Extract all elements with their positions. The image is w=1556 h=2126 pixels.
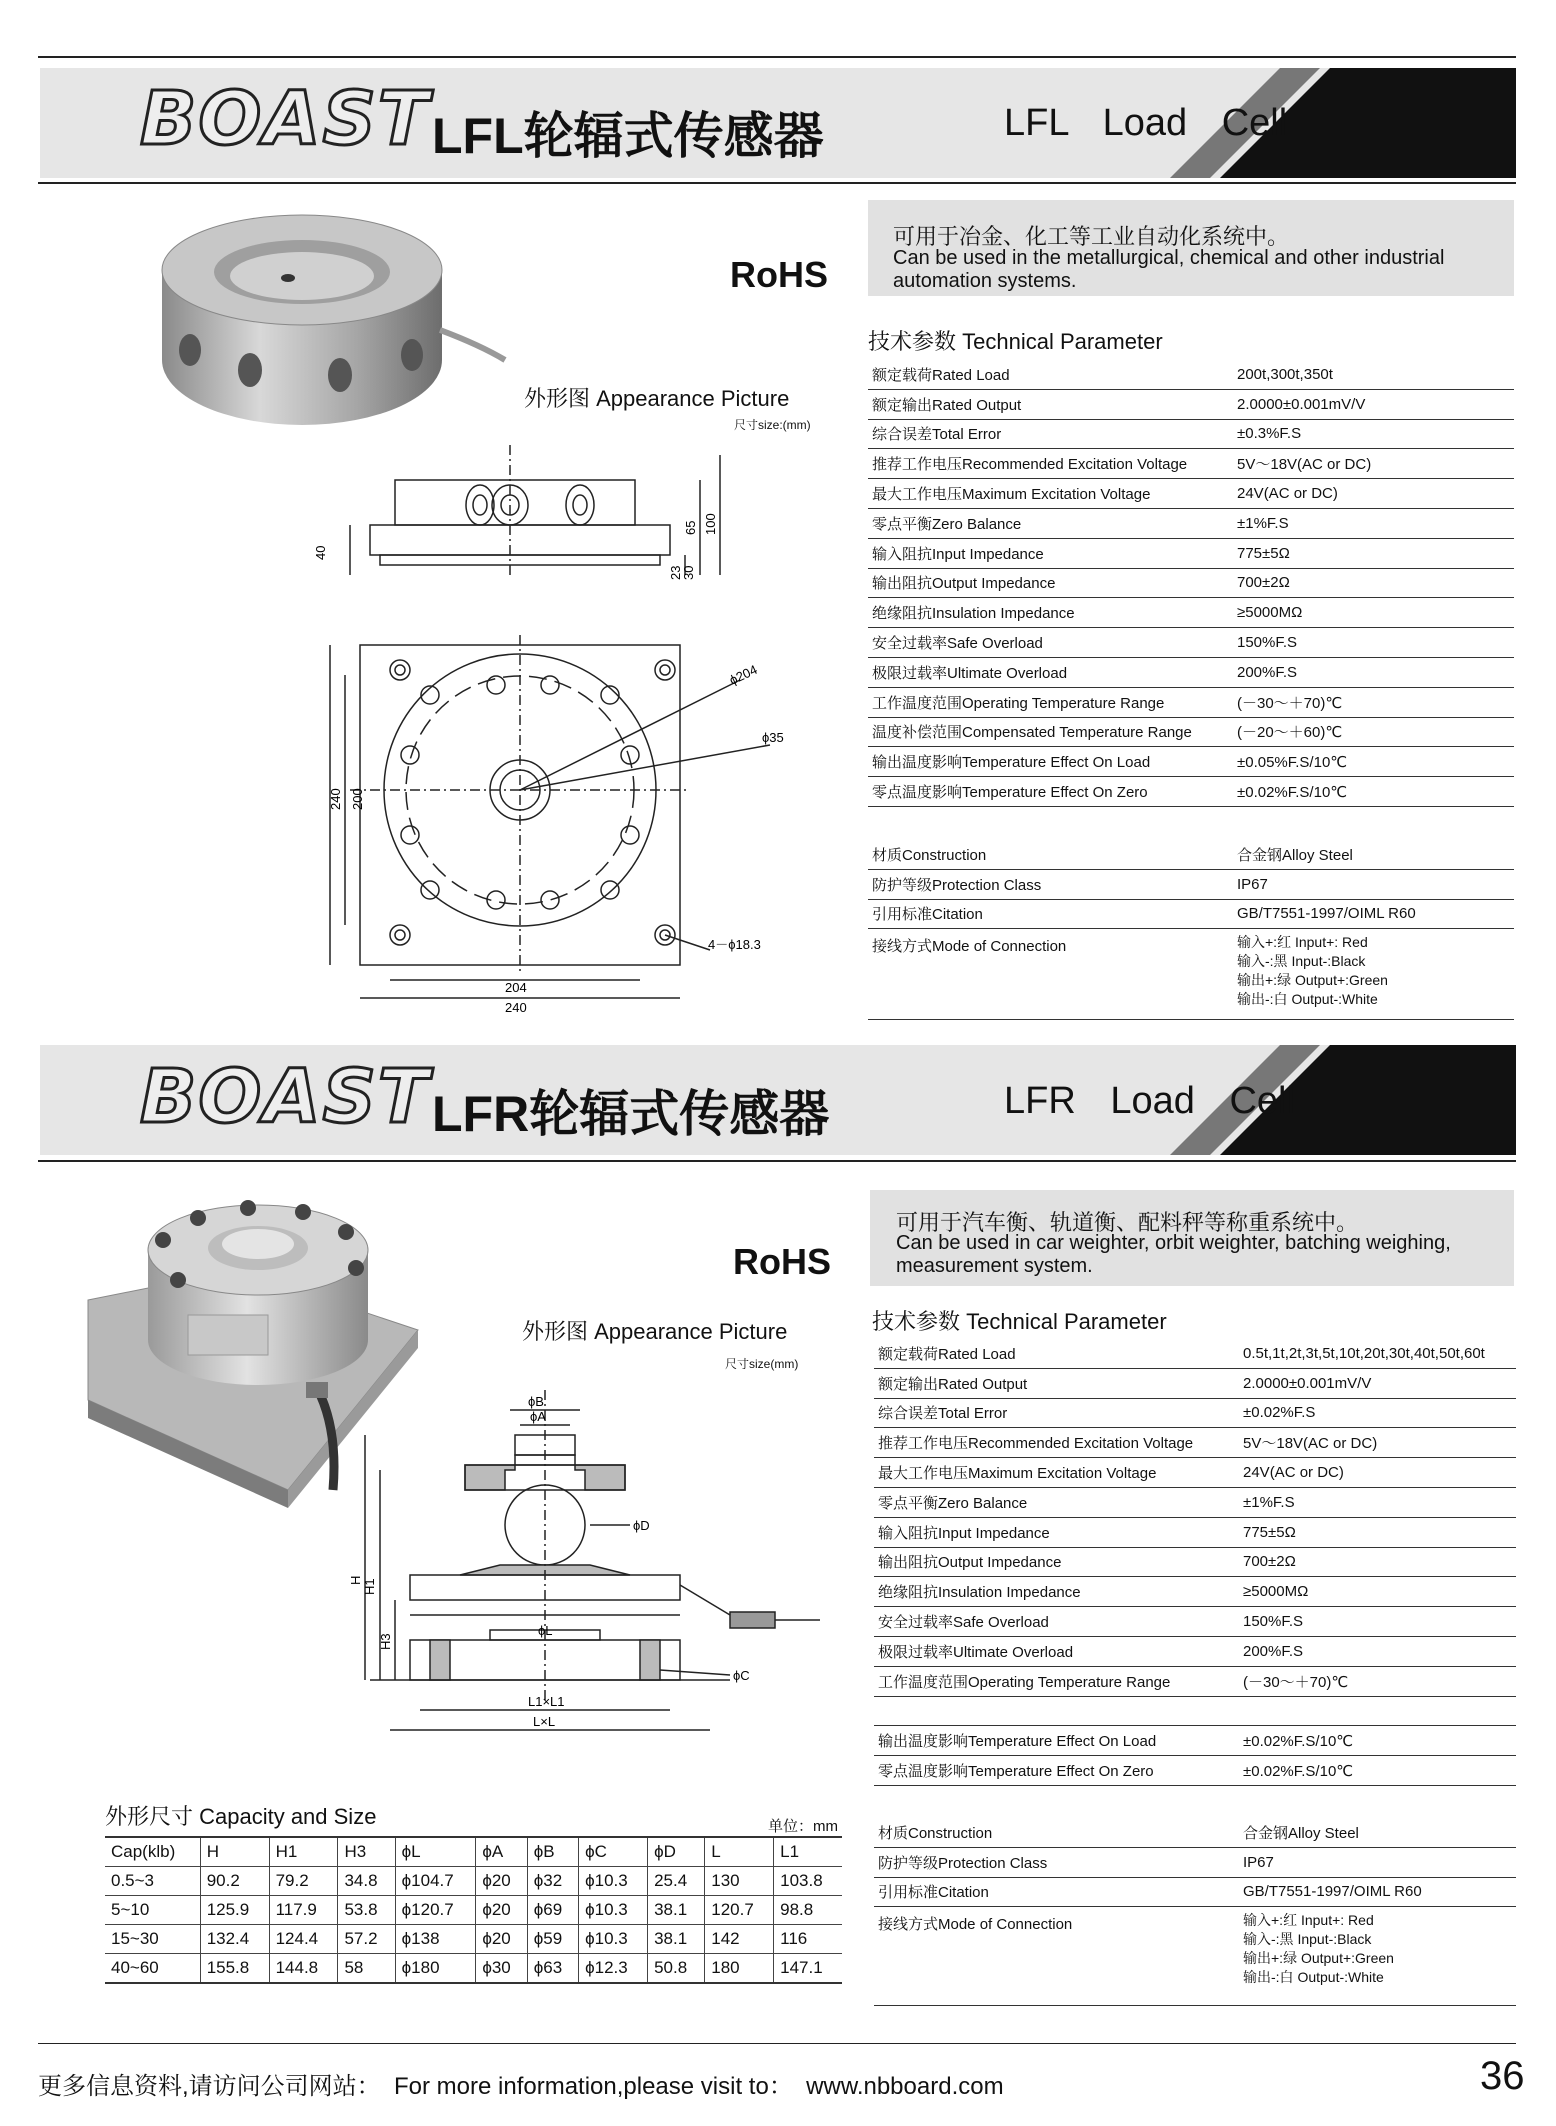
param-label: 材质Construction — [874, 1818, 1231, 1847]
param-value: GB/T7551-1997/OIML R60 — [1225, 899, 1514, 929]
param-value: IP67 — [1225, 869, 1514, 899]
lfr-intro-cn: 可用于汽车衡、轨道衡、配料秤等称重系统中。 — [896, 1210, 1359, 1235]
capacity-cell: ϕ120.7 — [395, 1896, 476, 1925]
param-value: 24V(AC or DC) — [1225, 479, 1514, 509]
param-label: 额定输出Rated Output — [868, 389, 1225, 419]
param-row — [874, 1428, 1516, 1458]
param-value — [1231, 1696, 1516, 1726]
dim-23: 23 — [668, 565, 683, 580]
param-value: 700±2Ω — [1225, 568, 1514, 598]
dim-H3: H3 — [378, 1633, 393, 1650]
param-value: IP67 — [1231, 1847, 1516, 1877]
param-row — [874, 1696, 1516, 1726]
lfr-connection-table — [874, 1907, 1516, 2006]
capacity-cell: ϕ10.3 — [579, 1867, 648, 1896]
capacity-cell: 57.2 — [338, 1925, 395, 1954]
capacity-cell: ϕ32 — [527, 1867, 578, 1896]
page-number: 36 — [1480, 2054, 1525, 2098]
lfr-header-bottom-rule — [38, 1160, 1516, 1162]
dim-LxL: L×L — [533, 1714, 556, 1729]
dim-holes: 4－ϕ18.3 — [708, 937, 761, 952]
capacity-header: H3 — [338, 1837, 395, 1867]
lfl-conn-label: 接线方式Mode of Connection — [868, 929, 1225, 1020]
dim-L1xL1: L1×L1 — [528, 1694, 565, 1709]
lfr-params-table — [874, 1339, 1516, 1786]
param-label: 最大工作电压Maximum Excitation Voltage — [868, 479, 1225, 509]
capacity-header: ϕB — [527, 1837, 578, 1867]
param-value: GB/T7551-1997/OIML R60 — [1231, 1877, 1516, 1907]
capacity-cell: ϕ10.3 — [579, 1925, 648, 1954]
dim-phi204: ϕ204 — [726, 661, 760, 688]
param-row — [868, 869, 1514, 899]
capacity-table — [105, 1836, 842, 1984]
capacity-cell: ϕ10.3 — [579, 1896, 648, 1925]
param-row — [874, 1607, 1516, 1637]
param-label: 工作温度范围Operating Temperature Range — [868, 687, 1225, 717]
param-row — [874, 1877, 1516, 1907]
param-label: 防护等级Protection Class — [874, 1847, 1231, 1877]
capacity-cell: 124.4 — [269, 1925, 338, 1954]
param-label: 综合误差Total Error — [868, 419, 1225, 449]
lfl-size-unit: 尺寸size:(mm) — [734, 418, 811, 432]
lfr-conn-line: 输出-:白 Output-:White — [1243, 1969, 1384, 1985]
lfl-intro-en: Can be used in the metallurgical, chemical and other industrial automation systems. — [893, 247, 1445, 292]
param-row — [874, 1339, 1516, 1368]
dim-phiD: ϕD — [633, 1518, 650, 1533]
param-value: ≥5000MΩ — [1225, 598, 1514, 628]
capacity-header: ϕD — [648, 1837, 705, 1867]
param-label: 输出阻抗Output Impedance — [874, 1547, 1231, 1577]
lfr-conn-line: 输出+:绿 Output+:Green — [1243, 1950, 1394, 1966]
param-label: 输出温度影响Temperature Effect On Load — [874, 1726, 1231, 1756]
lfl-appearance-title: 外形图 Appearance Picture — [524, 386, 790, 411]
capacity-cell: 144.8 — [269, 1954, 338, 1984]
dim-240-vertical: 240 — [328, 788, 343, 810]
lfl-rohs-badge: RoHS — [730, 254, 828, 295]
dim-H1: H1 — [362, 1578, 377, 1595]
dim-40: 40 — [313, 545, 328, 560]
param-label: 绝缘阻抗Insulation Impedance — [874, 1577, 1231, 1607]
lfl-product-photo — [150, 210, 450, 430]
param-row — [868, 657, 1514, 687]
capacity-cell: 142 — [705, 1925, 774, 1954]
param-label: 材质Construction — [868, 840, 1225, 869]
param-row — [868, 598, 1514, 628]
capacity-row — [105, 1867, 842, 1896]
capacity-header: H — [200, 1837, 269, 1867]
param-label: 极限过载率Ultimate Overload — [874, 1636, 1231, 1666]
capacity-cell: 117.9 — [269, 1896, 338, 1925]
dim-phi35: ϕ35 — [762, 730, 784, 745]
capacity-cell: 98.8 — [774, 1896, 842, 1925]
capacity-cell: ϕ20 — [476, 1925, 527, 1954]
capacity-cell: ϕ138 — [395, 1925, 476, 1954]
param-row — [874, 1636, 1516, 1666]
param-value: ±0.02%F.S/10℃ — [1231, 1726, 1516, 1756]
param-row — [874, 1517, 1516, 1547]
capacity-cell: 90.2 — [200, 1867, 269, 1896]
param-row — [868, 419, 1514, 449]
param-label: 安全过载率Safe Overload — [868, 628, 1225, 658]
dim-phiA: ϕA — [530, 1409, 546, 1424]
capacity-cell: ϕ20 — [476, 1896, 527, 1925]
param-row — [868, 777, 1514, 807]
param-label: 极限过载率Ultimate Overload — [868, 657, 1225, 687]
param-row — [874, 1368, 1516, 1398]
footer-rule — [38, 2043, 1516, 2044]
param-row — [868, 840, 1514, 869]
lfl-header-bottom-rule — [38, 182, 1516, 184]
capacity-cell: 79.2 — [269, 1867, 338, 1896]
param-value: 200%F.S — [1225, 657, 1514, 687]
brand-logo: BOAST — [140, 76, 431, 162]
capacity-row — [105, 1954, 842, 1984]
capacity-cell: 53.8 — [338, 1896, 395, 1925]
capacity-header: ϕA — [476, 1837, 527, 1867]
param-value: 合金钢Alloy Steel — [1225, 840, 1514, 869]
param-value: 5V～18V(AC or DC) — [1225, 449, 1514, 479]
dim-phiB: ϕB — [528, 1394, 544, 1409]
param-label: 安全过载率Safe Overload — [874, 1607, 1231, 1637]
capacity-cell: 155.8 — [200, 1954, 269, 1984]
capacity-cell: 25.4 — [648, 1867, 705, 1896]
param-label: 零点平衡Zero Balance — [868, 508, 1225, 538]
capacity-cell: 5~10 — [105, 1896, 200, 1925]
param-value: 合金钢Alloy Steel — [1231, 1818, 1516, 1847]
capacity-cell: ϕ20 — [476, 1867, 527, 1896]
param-row — [874, 1756, 1516, 1786]
param-value: 150%F.S — [1225, 628, 1514, 658]
param-value: 2.0000±0.001mV/V — [1231, 1368, 1516, 1398]
param-row — [874, 1818, 1516, 1847]
param-label: 推荐工作电压Recommended Excitation Voltage — [868, 449, 1225, 479]
capacity-cell: ϕ180 — [395, 1954, 476, 1984]
capacity-cell: 38.1 — [648, 1925, 705, 1954]
capacity-row — [105, 1925, 842, 1954]
top-rule — [38, 56, 1516, 58]
footer-website-text: 更多信息资料,请访问公司网站： For more information,please visit to： www.nbboard.com — [38, 2073, 1004, 2100]
capacity-header: Cap(klb) — [105, 1837, 200, 1867]
param-value: ±0.3%F.S — [1225, 419, 1514, 449]
param-label: 零点温度影响Temperature Effect On Zero — [874, 1756, 1231, 1786]
capacity-cell: 34.8 — [338, 1867, 395, 1896]
param-row — [874, 1458, 1516, 1488]
capacity-cell: 130 — [705, 1867, 774, 1896]
param-label: 额定输出Rated Output — [874, 1368, 1231, 1398]
capacity-cell: 147.1 — [774, 1954, 842, 1984]
lfl-conn-line: 输入-:黑 Input-:Black — [1237, 953, 1366, 969]
capacity-cell: ϕ104.7 — [395, 1867, 476, 1896]
param-row — [868, 479, 1514, 509]
brand-logo: BOAST — [140, 1054, 431, 1140]
capacity-cell: 40~60 — [105, 1954, 200, 1984]
lfr-intro-en: Can be used in car weighter, orbit weighter, batching weighing, measurement system. — [896, 1232, 1451, 1277]
param-row — [874, 1666, 1516, 1696]
lfl-conn-line: 输出-:白 Output-:White — [1237, 991, 1378, 1007]
capacity-header: H1 — [269, 1837, 338, 1867]
capacity-cell: 103.8 — [774, 1867, 842, 1896]
lfl-conn-line: 输出+:绿 Output+:Green — [1237, 972, 1388, 988]
lfl-param-title: 技术参数 Technical Parameter — [868, 329, 1163, 354]
param-row — [874, 1726, 1516, 1756]
param-row — [874, 1577, 1516, 1607]
capacity-cell: ϕ69 — [527, 1896, 578, 1925]
param-row — [868, 717, 1514, 747]
capacity-header: L — [705, 1837, 774, 1867]
param-row — [874, 1487, 1516, 1517]
param-row — [868, 538, 1514, 568]
lfr-params-table-2 — [874, 1818, 1516, 1907]
capacity-cell: ϕ12.3 — [579, 1954, 648, 1984]
param-value: 150%F.S — [1231, 1607, 1516, 1637]
lfr-technical-drawing — [350, 1370, 830, 1780]
capacity-title: 外形尺寸 Capacity and Size — [105, 1804, 377, 1829]
capacity-cell: ϕ63 — [527, 1954, 578, 1984]
param-value: ±0.05%F.S/10℃ — [1225, 747, 1514, 777]
param-value: 700±2Ω — [1231, 1547, 1516, 1577]
capacity-cell: ϕ59 — [527, 1925, 578, 1954]
param-label: 最大工作电压Maximum Excitation Voltage — [874, 1458, 1231, 1488]
capacity-cell: 120.7 — [705, 1896, 774, 1925]
param-row — [868, 747, 1514, 777]
lfl-technical-drawing — [300, 440, 784, 1020]
param-label: 综合误差Total Error — [874, 1398, 1231, 1428]
param-value: (－30～＋70)℃ — [1225, 687, 1514, 717]
capacity-header: ϕC — [579, 1837, 648, 1867]
lfr-conn-line: 输入+:红 Input+: Red — [1243, 1912, 1374, 1928]
param-value: 2.0000±0.001mV/V — [1225, 389, 1514, 419]
param-row — [874, 1847, 1516, 1877]
lfr-appearance-title: 外形图 Appearance Picture — [522, 1319, 788, 1344]
param-label: 引用标准Citation — [868, 899, 1225, 929]
param-label — [874, 1696, 1231, 1726]
lfl-intro-cn: 可用于冶金、化工等工业自动化系统中。 — [893, 224, 1290, 249]
param-value: (－30～＋70)℃ — [1231, 1666, 1516, 1696]
param-row — [874, 1398, 1516, 1428]
capacity-header: L1 — [774, 1837, 842, 1867]
param-value: ≥5000MΩ — [1231, 1577, 1516, 1607]
param-label: 推荐工作电压Recommended Excitation Voltage — [874, 1428, 1231, 1458]
lfr-size-unit: 尺寸size(mm) — [725, 1357, 799, 1371]
capacity-cell: 58 — [338, 1954, 395, 1984]
dim-65: 65 — [683, 520, 698, 535]
param-label: 工作温度范围Operating Temperature Range — [874, 1666, 1231, 1696]
param-value: 775±5Ω — [1231, 1517, 1516, 1547]
lfr-conn-label: 接线方式Mode of Connection — [874, 1907, 1231, 2006]
param-row — [868, 449, 1514, 479]
param-row — [868, 508, 1514, 538]
param-row — [868, 628, 1514, 658]
dim-30: 30 — [681, 565, 696, 580]
param-label: 输出阻抗Output Impedance — [868, 568, 1225, 598]
param-label: 零点平衡Zero Balance — [874, 1487, 1231, 1517]
param-value: ±0.02%F.S — [1231, 1398, 1516, 1428]
lfr-conn-line: 输入-:黑 Input-:Black — [1243, 1931, 1372, 1947]
dim-phiL: ϕL — [538, 1623, 553, 1638]
param-label: 额定载荷Rated Load — [868, 360, 1225, 389]
lfr-title-cn: LFR轮辐式传感器 — [432, 1086, 830, 1142]
param-label: 零点温度影响Temperature Effect On Zero — [868, 777, 1225, 807]
dim-240-horizontal: 240 — [505, 1000, 527, 1015]
param-label: 温度补偿范围Compensated Temperature Range — [868, 717, 1225, 747]
param-value: 775±5Ω — [1225, 538, 1514, 568]
capacity-cell: 180 — [705, 1954, 774, 1984]
param-value: 24V(AC or DC) — [1231, 1458, 1516, 1488]
param-value: 200t,300t,350t — [1225, 360, 1514, 389]
capacity-cell: 0.5~3 — [105, 1867, 200, 1896]
lfr-rohs-badge: RoHS — [733, 1241, 831, 1282]
lfl-connection-table — [868, 929, 1514, 1020]
param-label: 防护等级Protection Class — [868, 869, 1225, 899]
param-label: 输入阻抗Input Impedance — [874, 1517, 1231, 1547]
param-value: ±0.02%F.S/10℃ — [1225, 777, 1514, 807]
capacity-cell: 132.4 — [200, 1925, 269, 1954]
dim-phiC: ϕC — [733, 1668, 750, 1683]
lfl-params-table — [868, 360, 1514, 807]
param-row — [868, 899, 1514, 929]
param-label: 额定载荷Rated Load — [874, 1339, 1231, 1368]
lfl-conn-line: 输入+:红 Input+: Red — [1237, 934, 1368, 950]
param-value: 5V～18V(AC or DC) — [1231, 1428, 1516, 1458]
param-label: 输出温度影响Temperature Effect On Load — [868, 747, 1225, 777]
param-value: 0.5t,1t,2t,3t,5t,10t,20t,30t,40t,50t,60t — [1231, 1339, 1516, 1368]
param-row — [868, 568, 1514, 598]
capacity-cell: 15~30 — [105, 1925, 200, 1954]
capacity-cell: 38.1 — [648, 1896, 705, 1925]
lfr-param-title: 技术参数 Technical Parameter — [872, 1309, 1167, 1334]
param-value: ±0.02%F.S/10℃ — [1231, 1756, 1516, 1786]
param-row — [868, 687, 1514, 717]
capacity-cell: ϕ30 — [476, 1954, 527, 1984]
param-row — [874, 1547, 1516, 1577]
param-row — [868, 360, 1514, 389]
dim-H: H — [348, 1575, 363, 1585]
param-value: ±1%F.S — [1225, 508, 1514, 538]
dim-204-horizontal: 204 — [505, 980, 527, 995]
capacity-header: ϕL — [395, 1837, 476, 1867]
capacity-cell: 50.8 — [648, 1954, 705, 1984]
lfl-params-table-2 — [868, 840, 1514, 929]
param-value: 200%F.S — [1231, 1636, 1516, 1666]
capacity-unit: 单位：mm — [768, 1818, 838, 1835]
lfl-title-en: LFL Load Cell — [1004, 102, 1288, 144]
param-label: 绝缘阻抗Insulation Impedance — [868, 598, 1225, 628]
capacity-cell: 116 — [774, 1925, 842, 1954]
param-value: ±1%F.S — [1231, 1487, 1516, 1517]
param-label: 引用标准Citation — [874, 1877, 1231, 1907]
param-label: 输入阻抗Input Impedance — [868, 538, 1225, 568]
dim-100: 100 — [703, 513, 718, 535]
lfl-title-cn: LFL轮辐式传感器 — [432, 108, 824, 164]
dim-200-vertical: 200 — [350, 788, 365, 810]
param-value: (－20～＋60)℃ — [1225, 717, 1514, 747]
capacity-cell: 125.9 — [200, 1896, 269, 1925]
capacity-row — [105, 1896, 842, 1925]
lfr-title-en: LFR Load Cell — [1004, 1080, 1295, 1122]
param-row — [868, 389, 1514, 419]
